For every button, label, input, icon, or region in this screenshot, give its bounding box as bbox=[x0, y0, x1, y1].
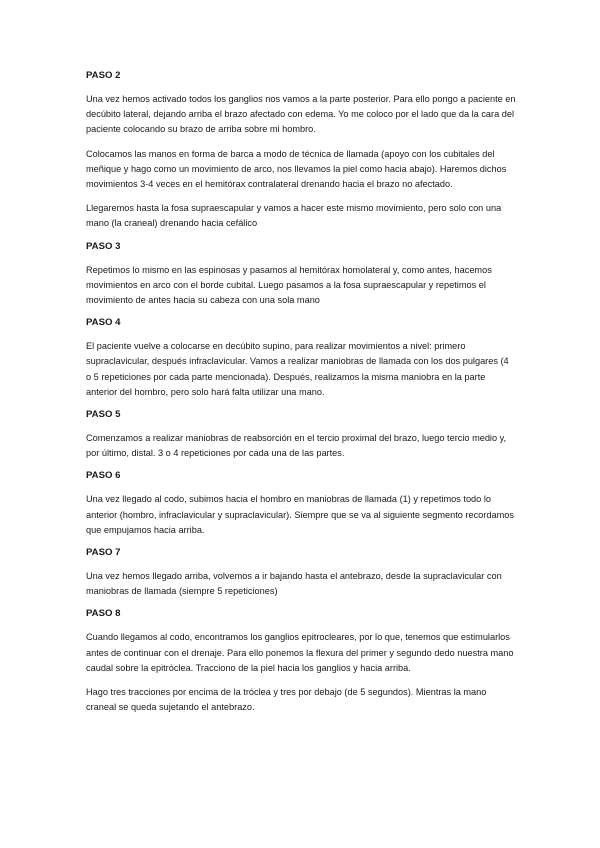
paragraph: Colocamos las manos en forma de barca a modo de técnica de llamada (apoyo con los cubitales del meñique y hago como un movimiento de arco, nos llevamos la piel como hacia abajo). Haremos dichos movimientos 3-4 veces en el hemitórax contralateral drenando hacia el brazo no afectado. bbox=[86, 148, 507, 190]
section-heading-paso-6: PASO 6 bbox=[86, 470, 121, 482]
document-body bbox=[86, 70, 516, 724]
paragraph: Una vez hemos llegado arriba, volvemos a ir bajando hasta el antebrazo, desde la supraclavicular con maniobras de llamada (siempre 5 repeticiones) bbox=[86, 571, 502, 597]
paragraph: Una vez llegado al codo, subimos hacia el hombro en maniobras de llamada (1) y repetimos todo lo anterior (hombro, infraclavicular y supraclavicular). Siempre que se va al siguiente segmento recordamos que empujamos hacia arriba. bbox=[86, 494, 514, 535]
paragraph: Una vez hemos activado todos los ganglios nos vamos a la parte posterior. Para ello pongo a paciente en decúbito lateral, dejando arriba el brazo afectado con edema. Yo me coloco por el lado que da la cara del paciente colocando su brazo de arriba sobre mi hombro. bbox=[86, 94, 516, 135]
paragraph: El paciente vuelve a colocarse en decúbito supino, para realizar movimientos a nivel: primero supraclavicular, después infraclavicular. Vamos a realizar maniobras de llamada con los dos pulgares (4 o 5 repeticiones por cada parte mencionada). Después, realizamos la misma maniobra en la parte anterior del hombro, pero solo hará falta utilizar una mano. bbox=[86, 341, 509, 397]
paragraph: Repetimos lo mismo en las espinosas y pasamos al hemitórax homolateral y, como antes, hacemos movimientos en arco con el borde cubital. Luego pasamos a la fosa supraescapular y repetimos el movimiento de antes hacia su cabeza con una sola mano bbox=[86, 264, 492, 306]
paragraph: Comenzamos a realizar maniobras de reabsorción en el tercio proximal del brazo, luego tercio medio y, por último, distal. 3 o 4 repeticiones por cada una de las partes. bbox=[86, 433, 507, 459]
section-heading-paso-5: PASO 5 bbox=[86, 409, 121, 421]
section-heading-paso-7: PASO 7 bbox=[86, 547, 121, 559]
section-heading-paso-8: PASO 8 bbox=[86, 608, 121, 620]
paragraph: Llegaremos hasta la fosa supraescapular y vamos a hacer este mismo movimiento, pero solo con una mano (la craneal) drenando hacia cefálico bbox=[86, 203, 502, 229]
section-heading-paso-4: PASO 4 bbox=[86, 317, 121, 329]
paragraph: Hago tres tracciones por encima de la tróclea y tres por debajo (de 5 segundos). Mientras la mano craneal se queda sujetando el antebrazo. bbox=[86, 687, 487, 713]
section-heading-paso-2: PASO 2 bbox=[86, 70, 121, 81]
paragraph: Cuando llegamos al codo, encontramos los ganglios epitrocleares, por lo que, tenemos que estimularlos antes de continuar con el drenaje. Para ello ponemos la flexura del primer y segundo dedo nuestra mano caudal sobre la epitróclea. Tracciono de la piel hacia los ganglios y hacia arriba. bbox=[86, 632, 514, 673]
section-heading-paso-3: PASO 3 bbox=[86, 240, 121, 252]
